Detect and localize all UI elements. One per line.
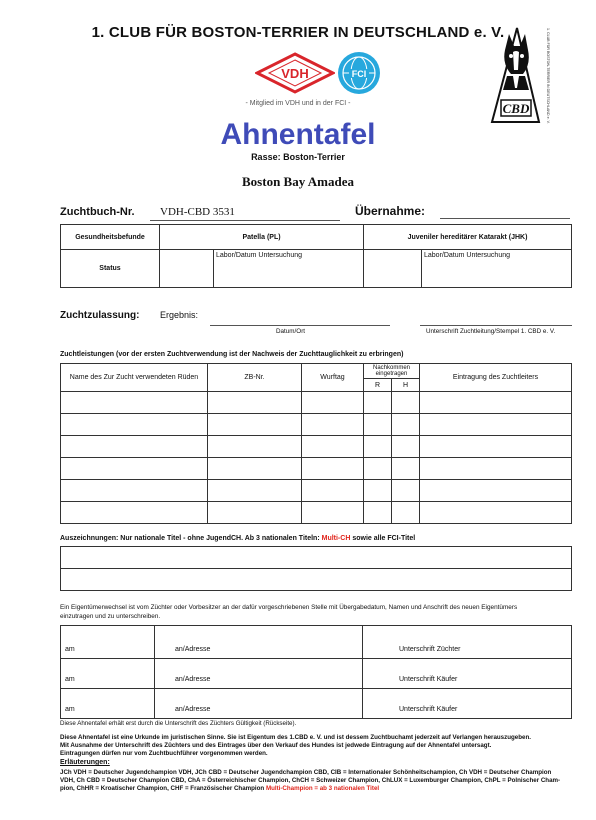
ownership-address-3: an/Adresse [155,689,363,719]
vdh-logo-text: VDH [281,66,309,81]
table-row[interactable] [61,458,572,480]
table-row[interactable] [61,626,572,659]
breeding-result-label: Ergebnis: [160,310,199,320]
ownership-signature-2: Unterschrift Käufer [363,659,572,689]
col-male: Name des Zur Zucht verwendeten Rüden [61,364,208,392]
health-col-label: Gesundheitsbefunde [61,225,160,250]
awards-table [60,546,572,591]
club-title: 1. CLUB FÜR BOSTON-TERRIER IN DEUTSCHLAND e. V. [91,24,505,41]
health-col-patella: Patella (PL) [160,225,364,250]
table-row[interactable] [61,480,572,502]
patella-lab-date[interactable]: Labor/Datum Untersuchung [214,250,364,288]
awards-multi-ch: Multi-CH [321,535,351,542]
health-col-jhk: Juveniler hereditärer Katarakt (JHK) [364,225,572,250]
jhk-status-cell[interactable] [364,250,422,288]
takeover-label: Übernahme: [355,204,426,218]
table-row[interactable] [61,502,572,524]
breeding-performance-heading: Zuchtleistungen (vor der ersten Zuchtverwendung ist der Nachweis der Zuchttauglichkeit zu erbringen) [60,351,404,358]
approval-signature-label: Unterschrift Zuchtleitung/Stempel 1. CBD e. V. [426,328,556,335]
cbd-side-text: 1. CLUB FÜR BOSTON-TERRIER IN DEUTSCHLAND e. V. [546,28,550,124]
ownership-date-1: am [61,626,155,659]
col-litter: Wurftag [302,364,364,392]
patella-status-cell[interactable] [160,250,214,288]
footer-multi-champion: Multi-Champion = ab 3 nationalen Titel [265,785,380,792]
health-table [60,224,572,288]
breeding-approval-label: Zuchtzulassung: [60,310,140,321]
document-title: Ahnentafel [220,118,376,151]
date-place-line [210,325,390,326]
jhk-lab-date[interactable]: Labor/Datum Untersuchung [422,250,572,288]
footer-explanations: JCh VDH = Deutscher Jugendchampion VDH, JCh CBD = Deutscher Jugendchampion CBD, CIB = Internationaler Schönheitschampion, Ch VDH = Deutscher Champion VDH, Ch CBD = Deutscher Champion CBD, ChA = Österreichischer Champion, ChCH = Schweizer Champion, ChLUX = Luxemburger Champion, ChPL = Polnischer Cham- pion, ChHR = Kroatischer Champion, CHF = Französischer Champion Multi-Champion = ab 3 nationalen Titel [60,769,561,792]
col-h: H [392,379,420,392]
dog-name: Boston Bay Amadea [242,174,354,189]
ownership-signature-1: Unterschrift Züchter [363,626,572,659]
approval-signature-line [420,325,572,326]
table-row[interactable] [61,547,572,569]
ownership-table [60,625,572,719]
cbd-logo-text: CBD [502,101,530,116]
table-row[interactable] [61,569,572,591]
fci-logo [336,50,382,96]
vdh-logo [255,52,335,94]
cbd-logo [487,20,557,128]
ownership-date-2: am [61,659,155,689]
ownership-address-1: an/Adresse [155,626,363,659]
table-row[interactable] [61,689,572,719]
race-label: Rasse: Boston-Terrier [251,152,345,162]
footer-validity: Diese Ahnentafel erhält erst durch die Unterschrift des Züchters Gültigkeit (Rückseite). [60,720,297,727]
studbook-value: VDH-CBD 3531 [160,206,235,218]
col-offspring: Nachkommen eingetragen [364,364,420,379]
col-r: R [364,379,392,392]
member-line: - Mitglied im VDH und in der FCI - [245,100,351,107]
table-row[interactable] [61,436,572,458]
fci-logo-text: FCI [351,69,367,79]
ownership-address-2: an/Adresse [155,659,363,689]
ownership-note: Ein Eigentümerwechsel ist vom Züchter oder Vorbesitzer an der dafür vorgeschriebenen Stelle mit Übergabedatum, Namen und Anschrift des neuen Eigentümers einzutragen und zu unterschreiben. [60,604,518,620]
ownership-signature-3: Unterschrift Käufer [363,689,572,719]
breeding-performance-table [60,363,572,524]
health-row-status: Status [61,250,160,288]
date-place-label: Datum/Ort [276,328,306,335]
footer-explanations-heading: Erläuterungen: [60,759,110,766]
studbook-label: Zuchtbuch-Nr. [60,206,135,218]
takeover-line [440,218,570,219]
ownership-date-3: am [61,689,155,719]
table-row[interactable] [61,392,572,414]
awards-heading: Auszeichnungen: Nur nationale Titel - ohne JugendCH. Ab 3 nationalen Titeln: Multi-CH sowie alle FCI-Titel [60,535,416,542]
table-row[interactable] [61,414,572,436]
footer-legal: Diese Ahnentafel ist eine Urkunde im juristischen Sinne. Sie ist Eigentum des 1.CBD e. V. und ist dessem Zuchtbuchamt jederzeit auf Verlangen herauszugeben. Mit Ausnahme der Unterschrift des Züchters und des Eintrages über den Verkauf des Hundes ist jedwede Eintragung auf der Ahnentafel untersagt. Eintragungen dürfen nur vom Zuchtbuchführer vorgenommen werden. [60,734,531,757]
col-zb: ZB-Nr. [208,364,302,392]
col-entry: Eintragung des Zuchtleiters [420,364,572,392]
studbook-line [150,220,340,221]
table-row[interactable] [61,659,572,689]
